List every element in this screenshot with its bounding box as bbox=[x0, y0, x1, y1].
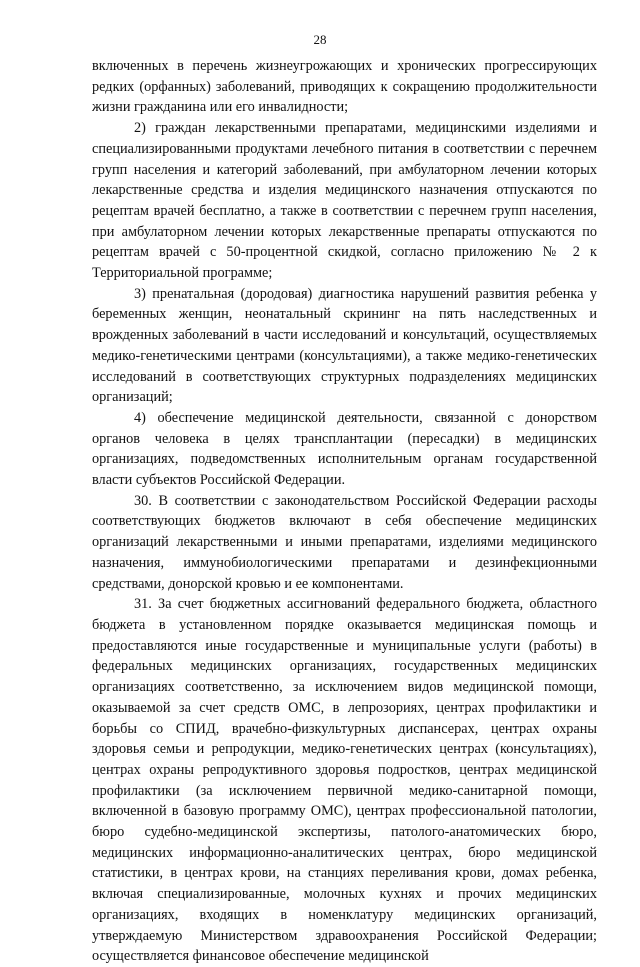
page-number: 28 bbox=[313, 32, 327, 47]
paragraph-continuation: включенных в перечень жизнеугрожающих и хронических прогрессирующих редких (орфанных) заболеваний, приводящих к сокращению продолжительности жизни гражданина или его инвалидности; bbox=[92, 58, 597, 116]
paragraph-item-3: 3) пренатальная (дородовая) диагностика нарушений развития ребенка у беременных женщин, неонатальный скрининг на пять наследственных и врожденных заболеваний в части исследований и консультаций, осуществляемых медико-генетическими центрами (консультациями), а также медико-генетических исследований в соответствующих структурных подразделениях медицинских организаций; bbox=[92, 285, 597, 406]
paragraph-31: 31. За счет бюджетных ассигнований федерального бюджета, областного бюджета в установленном порядке оказывается медицинская помощь и предоставляются иные государственные и муниципальные услуги (работы) в федеральных медицинских организациях, государственных медицинских организациях соответственно, за исключением видов медицинской помощи, оказываемой за счет средств ОМС, в лепрозориях, центрах профилактики и борьбы со СПИД, врачебно-физкультурных диспансерах, центрах охраны здоровья семьи и репродукции, медико-генетических центрах (консультациях), центрах охраны репродуктивного здоровья подростков, центрах медицинской профилактики (за исключением первичной медико-санитарной помощи, включенной в базовую программу ОМС), центрах профессиональной патологии, бюро судебно-медицинской экспертизы, патолого-анатомических бюро, медицинских информационно-аналитических центрах, бюро медицинской статистики, в центрах крови, на станциях переливания крови, домах ребенка, включая специализированные, молочных кухнях и прочих медицинских организациях, входящих в номенклатуру медицинских организаций, утверждаемую Министерством здравоохранения Российской Федерации; осуществляется финансовое обеспечение медицинской bbox=[92, 596, 597, 965]
paragraph-item-4: 4) обеспечение медицинской деятельности, связанной с донорством органов человека в целях трансплантации (пересадки) в медицинских организациях, подведомственных исполнительным органам государственной власти субъектов Российской Федерации. bbox=[92, 409, 597, 489]
paragraph-30: 30. В соответствии с законодательством Российской Федерации расходы соответствующих бюджетов включают в себя обеспечение медицинских организаций лекарственными и иными препаратами, изделиями медицинского назначения, иммунобиологическими препаратами и дезинфекционными средствами, донорской кровью и ее компонентами. bbox=[92, 492, 597, 592]
document-body bbox=[92, 56, 597, 967]
paragraph-item-2: 2) граждан лекарственными препаратами, медицинскими изделиями и специализированными продуктами лечебного питания в соответствии с перечнем групп населения и категорий заболеваний, при амбулаторном лечении которых лекарственные средства и изделия медицинского назначения отпускаются по рецептам врачей бесплатно, а также в соответствии с перечнем групп населения, при амбулаторном лечении которых лекарственные препараты отпускаются по рецептам врачей с 50-процентной скидкой, согласно приложению № 2 к Территориальной программе; bbox=[92, 120, 597, 282]
